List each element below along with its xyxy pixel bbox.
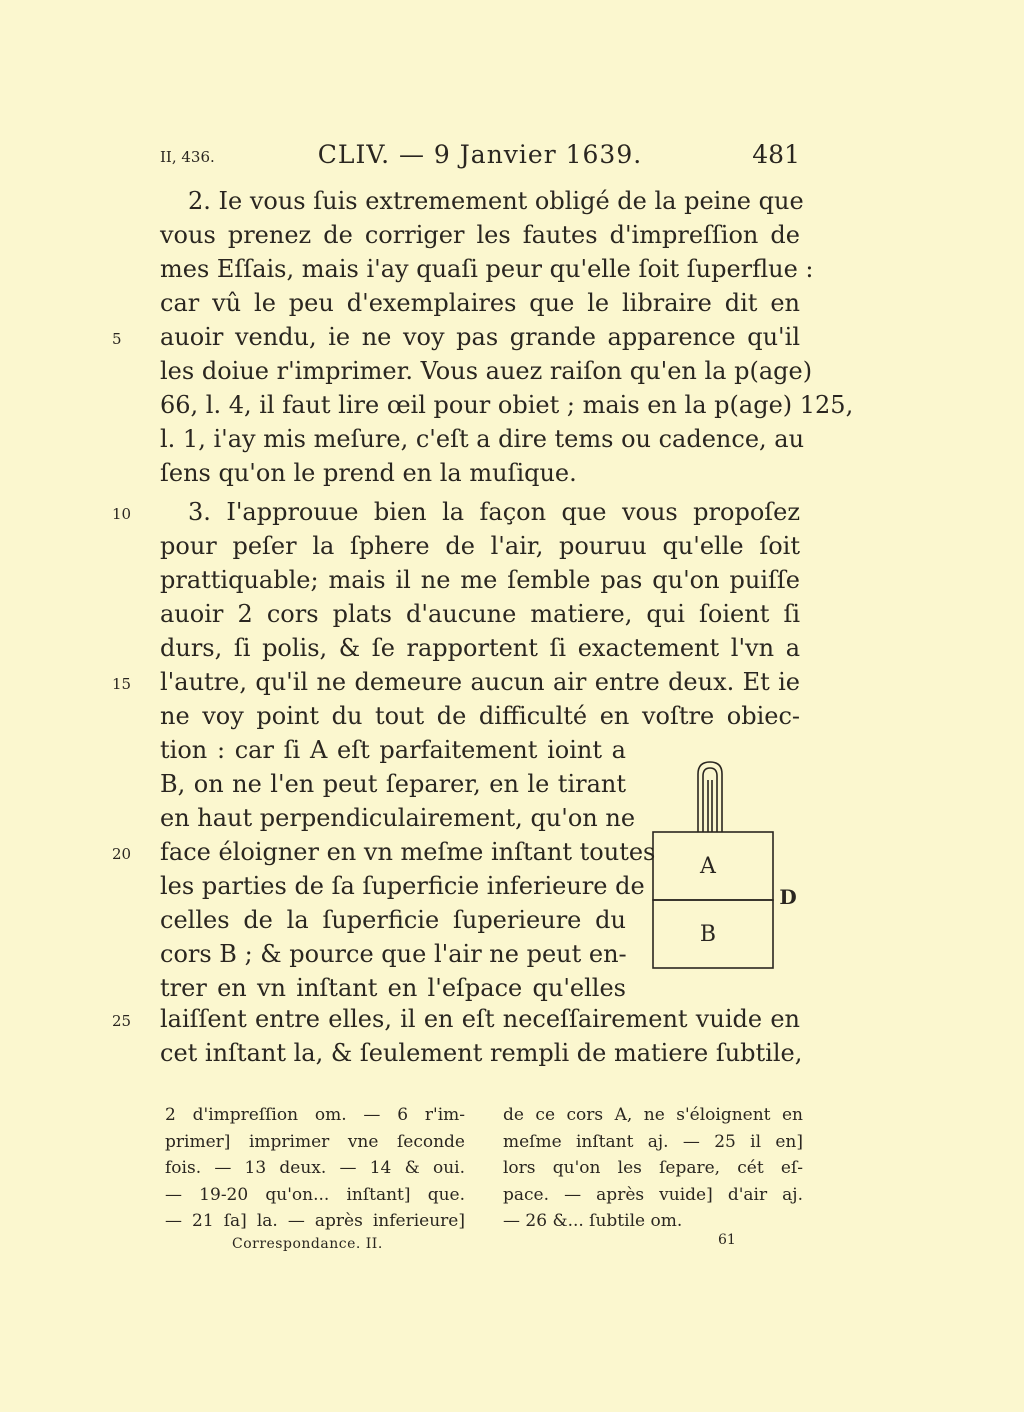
page-number: 481	[752, 140, 800, 169]
body-line: car vû le peu d'exemplaires que le libraire dit en	[160, 289, 800, 317]
body-line: cet inſtant la, & ſeulement rempli de matiere ſubtile,	[160, 1039, 803, 1067]
body-line: ne voy point du tout de difficulté en voſtre obiec-	[160, 702, 800, 730]
note-line: pace. — après vuide] d'air aj.	[503, 1184, 803, 1205]
signature-mark: Correspondance. II.	[232, 1236, 383, 1252]
body-line: 2. Ie vous ſuis extremement obligé de la peine que	[188, 187, 804, 215]
body-line: trer en vn inſtant en l'eſpace qu'elles	[160, 974, 626, 1002]
body-line: auoir vendu, ie ne voy pas grande apparence qu'il	[160, 323, 800, 351]
sheet-number: 61	[718, 1232, 736, 1248]
body-line: face éloigner en vn meſme inſtant toutes	[160, 838, 656, 866]
note-line: meſme inſtant aj. — 25 il en]	[503, 1131, 803, 1152]
body-line: B, on ne l'en peut ſeparer, en le tirant	[160, 770, 626, 798]
body-line: prattiquable; mais il ne me ſemble pas qu'on puiſſe	[160, 566, 800, 594]
body-line: en haut perpendiculairement, qu'on ne	[160, 804, 636, 832]
body-line: les parties de ſa ſuperficie inferieure de	[160, 872, 645, 900]
note-line: lors qu'on les ſepare, cét eſ-	[503, 1158, 803, 1178]
volume-reference: II, 436.	[160, 148, 215, 166]
notes-right-column	[503, 1102, 803, 1235]
body-line: les doiue r'imprimer. Vous auez raiſon qu'en la p(age)	[160, 357, 813, 385]
note-line: — 19-20 qu'on... inſtant] que.	[165, 1184, 465, 1205]
body-line: 3. I'approuue bien la façon que vous propoſez	[188, 498, 800, 526]
plate-a-label: A	[700, 854, 716, 879]
body-line: l'autre, qu'il ne demeure aucun air entre deux. Et ie	[160, 668, 800, 696]
body-line: celles de la ſuperficie ſuperieure du	[160, 906, 626, 934]
note-line: 2 d'impreſſion om. — 6 r'im-	[165, 1105, 465, 1125]
note-line: primer] imprimer vne ſeconde	[165, 1131, 465, 1152]
body-line: pour peſer la ſphere de l'air, pouruu qu'elle ſoit	[160, 532, 800, 560]
running-head	[160, 140, 800, 176]
body-line: 66, l. 4, il faut lire œil pour obiet ; mais en la p(age) 125,	[160, 391, 854, 419]
body-line: tion : car ſi A eſt parfaitement ioint a	[160, 736, 626, 764]
body-line: auoir 2 cors plats d'aucune matiere, qui ſoient ſi	[160, 600, 800, 628]
line-number: 25	[112, 1012, 132, 1030]
body-line: mes Eſſais, mais i'ay quaſi peur qu'elle ſoit ſuperflue :	[160, 255, 814, 283]
note-line: de ce cors A, ne s'éloignent en	[503, 1105, 803, 1125]
line-number: 5	[112, 330, 122, 348]
body-line: ſens qu'on le prend en la muſique.	[160, 459, 577, 487]
body-line: vous prenez de corriger les fautes d'impreſſion de	[160, 221, 800, 249]
note-line: — 21 ſa] la. — après inferieure]	[165, 1211, 465, 1231]
line-number: 15	[112, 675, 132, 693]
body-line: durs, ſi polis, & ſe rapportent ſi exactement l'vn a	[160, 634, 800, 662]
line-number: 10	[112, 505, 132, 523]
letter-title: CLIV. — 9 Janvier 1639.	[317, 140, 643, 169]
plates-diagram	[650, 758, 810, 973]
plate-b-label: B	[699, 922, 717, 947]
point-d-label: D	[779, 885, 797, 909]
notes-left-column	[165, 1102, 465, 1235]
body-line: l. 1, i'ay mis meſure, c'eſt a dire tems ou cadence, au	[160, 425, 805, 453]
line-number: 20	[112, 845, 132, 863]
body-line: cors B ; & pource que l'air ne peut en-	[160, 940, 627, 968]
note-line: — 26 &... ſubtile om.	[503, 1211, 683, 1231]
note-line: fois. — 13 deux. — 14 & oui.	[165, 1158, 465, 1178]
body-line: laiſſent entre elles, il en eſt neceſſairement vuide en	[160, 1005, 800, 1033]
